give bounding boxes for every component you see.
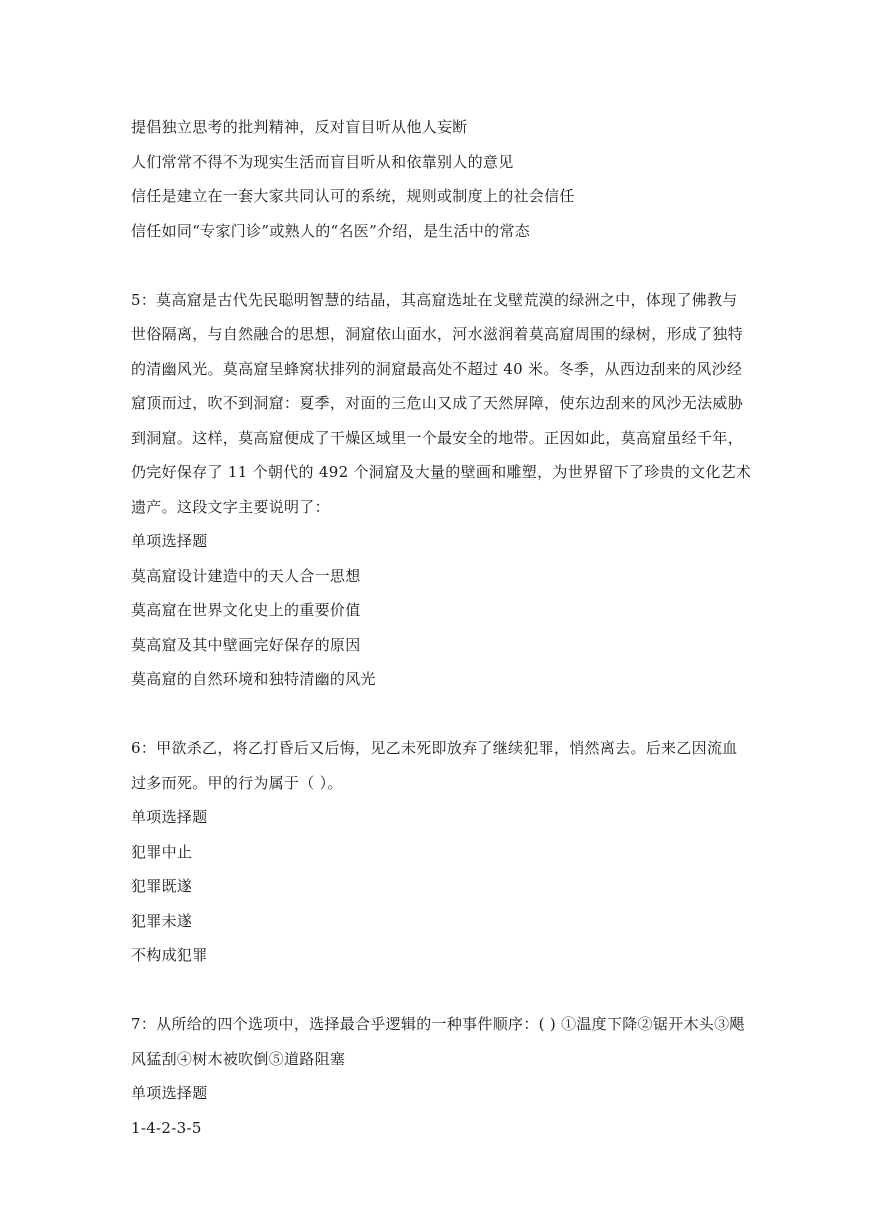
- question-text-line: 的清幽风光。莫高窟呈蜂窝状排列的洞窟最高处不超过 40 米。冬季，从西边刮来的风沙经: [131, 359, 743, 378]
- question-text-line: 仍完好保存了 11 个朝代的 492 个洞窟及大量的壁画和雕塑，为世界留下了珍贵的文化艺术: [131, 463, 752, 481]
- question-text-line: 6：甲欲杀乙，将乙打昏后又后悔，见乙未死即放弃了继续犯罪，悄然离去。后来乙因流血: [131, 739, 738, 757]
- question-type: 单项选择题: [131, 1084, 208, 1102]
- option-text: 莫高窟及其中壁画完好保存的原因: [131, 635, 361, 654]
- document-page: [131, 110, 752, 1145]
- previous-question-options: [131, 110, 741, 248]
- question-text-line: 遗产。这段文字主要说明了：: [131, 497, 330, 516]
- option-text: 犯罪既遂: [131, 877, 193, 895]
- question-text-line: 5：莫高窟是古代先民聪明智慧的结晶，其高窟选址在戈壁荒漠的绿洲之中，体现了佛教与: [131, 290, 738, 309]
- question-text-line: 过多而死。甲的行为属于（ ）。: [131, 773, 343, 792]
- option-text: 犯罪中止: [131, 842, 193, 861]
- option-text: 提倡独立思考的批判精神，反对盲目听从他人妄断: [131, 118, 468, 136]
- question-text-line: 风猛刮④树木被吹倒⑤道路阻塞: [131, 1049, 346, 1068]
- option-text: 莫高窟在世界文化史上的重要价值: [131, 601, 361, 619]
- question-text-line: 窟顶而过，吹不到洞窟：夏季，对面的三危山又成了天然屏障，使东边刮来的风沙无法威胁: [131, 394, 744, 412]
- question-text-line: 世俗隔离，与自然融合的思想，洞窟依山面水，河水滋润着莫高窟周围的绿树，形成了独特: [131, 325, 744, 343]
- question-text-line: 到洞窟。这样，莫高窟便成了干燥区域里一个最安全的地带。正因如此，莫高窟虽经千年，: [131, 428, 744, 447]
- question-type: 单项选择题: [131, 808, 208, 826]
- option-text: 信任是建立在一套大家共同认可的系统，规则或制度上的社会信任: [131, 187, 575, 205]
- option-text: 莫高窟设计建造中的天人合一思想: [131, 566, 361, 585]
- option-text: 莫高窟的自然环境和独特清幽的风光: [131, 670, 376, 688]
- option-text: 犯罪未遂: [131, 911, 193, 930]
- option-text: 不构成犯罪: [131, 946, 208, 964]
- question-type: 单项选择题: [131, 532, 208, 550]
- option-text: 人们常常不得不为现实生活而盲目听从和依靠别人的意见: [131, 152, 514, 171]
- question-5: [131, 283, 752, 697]
- question-6: [131, 731, 741, 973]
- option-text: 1-4-2-3-5: [131, 1118, 202, 1137]
- option-text: 信任如同“专家门诊”或熟人的“名医”介绍，是生活中的常态: [131, 221, 531, 240]
- question-text-line: 7：从所给的四个选项中，选择最合乎逻辑的一种事件顺序：( ) ①温度下降②锯开木头③飓: [131, 1015, 745, 1033]
- question-7: [131, 1007, 745, 1145]
